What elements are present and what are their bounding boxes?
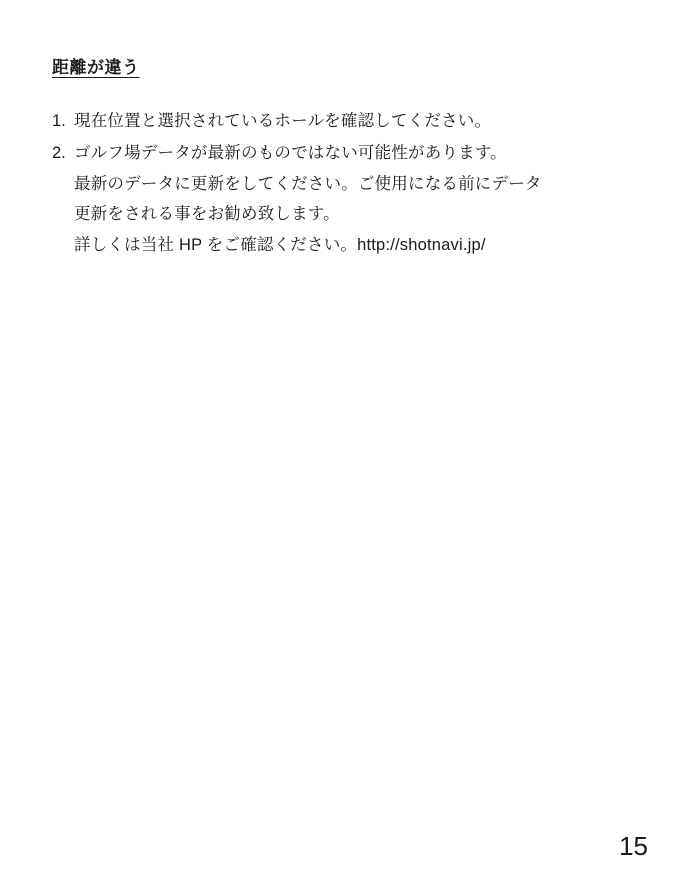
list-item-line: 詳しくは当社 HP をご確認ください。http://shotnavi.jp/ bbox=[74, 235, 486, 254]
list-item-line: 現在位置と選択されているホールを確認してください。 bbox=[74, 111, 492, 130]
list-item bbox=[52, 138, 642, 260]
list-item bbox=[52, 106, 642, 137]
list-item-marker: 2. bbox=[52, 144, 66, 163]
instruction-list bbox=[52, 106, 642, 261]
list-item-line: ゴルフ場データが最新のものではない可能性があります。 bbox=[74, 144, 507, 163]
page-title: 距離が違う bbox=[52, 58, 140, 77]
list-item-line: 更新をされる事をお勧め致します。 bbox=[74, 205, 340, 224]
list-item-body bbox=[74, 106, 642, 137]
list-item-line: 最新のデータに更新をしてください。ご使用になる前にデータ bbox=[74, 174, 542, 193]
list-item-marker: 1. bbox=[52, 111, 66, 130]
page-number: 15 bbox=[619, 831, 648, 861]
list-item-body bbox=[74, 138, 642, 260]
